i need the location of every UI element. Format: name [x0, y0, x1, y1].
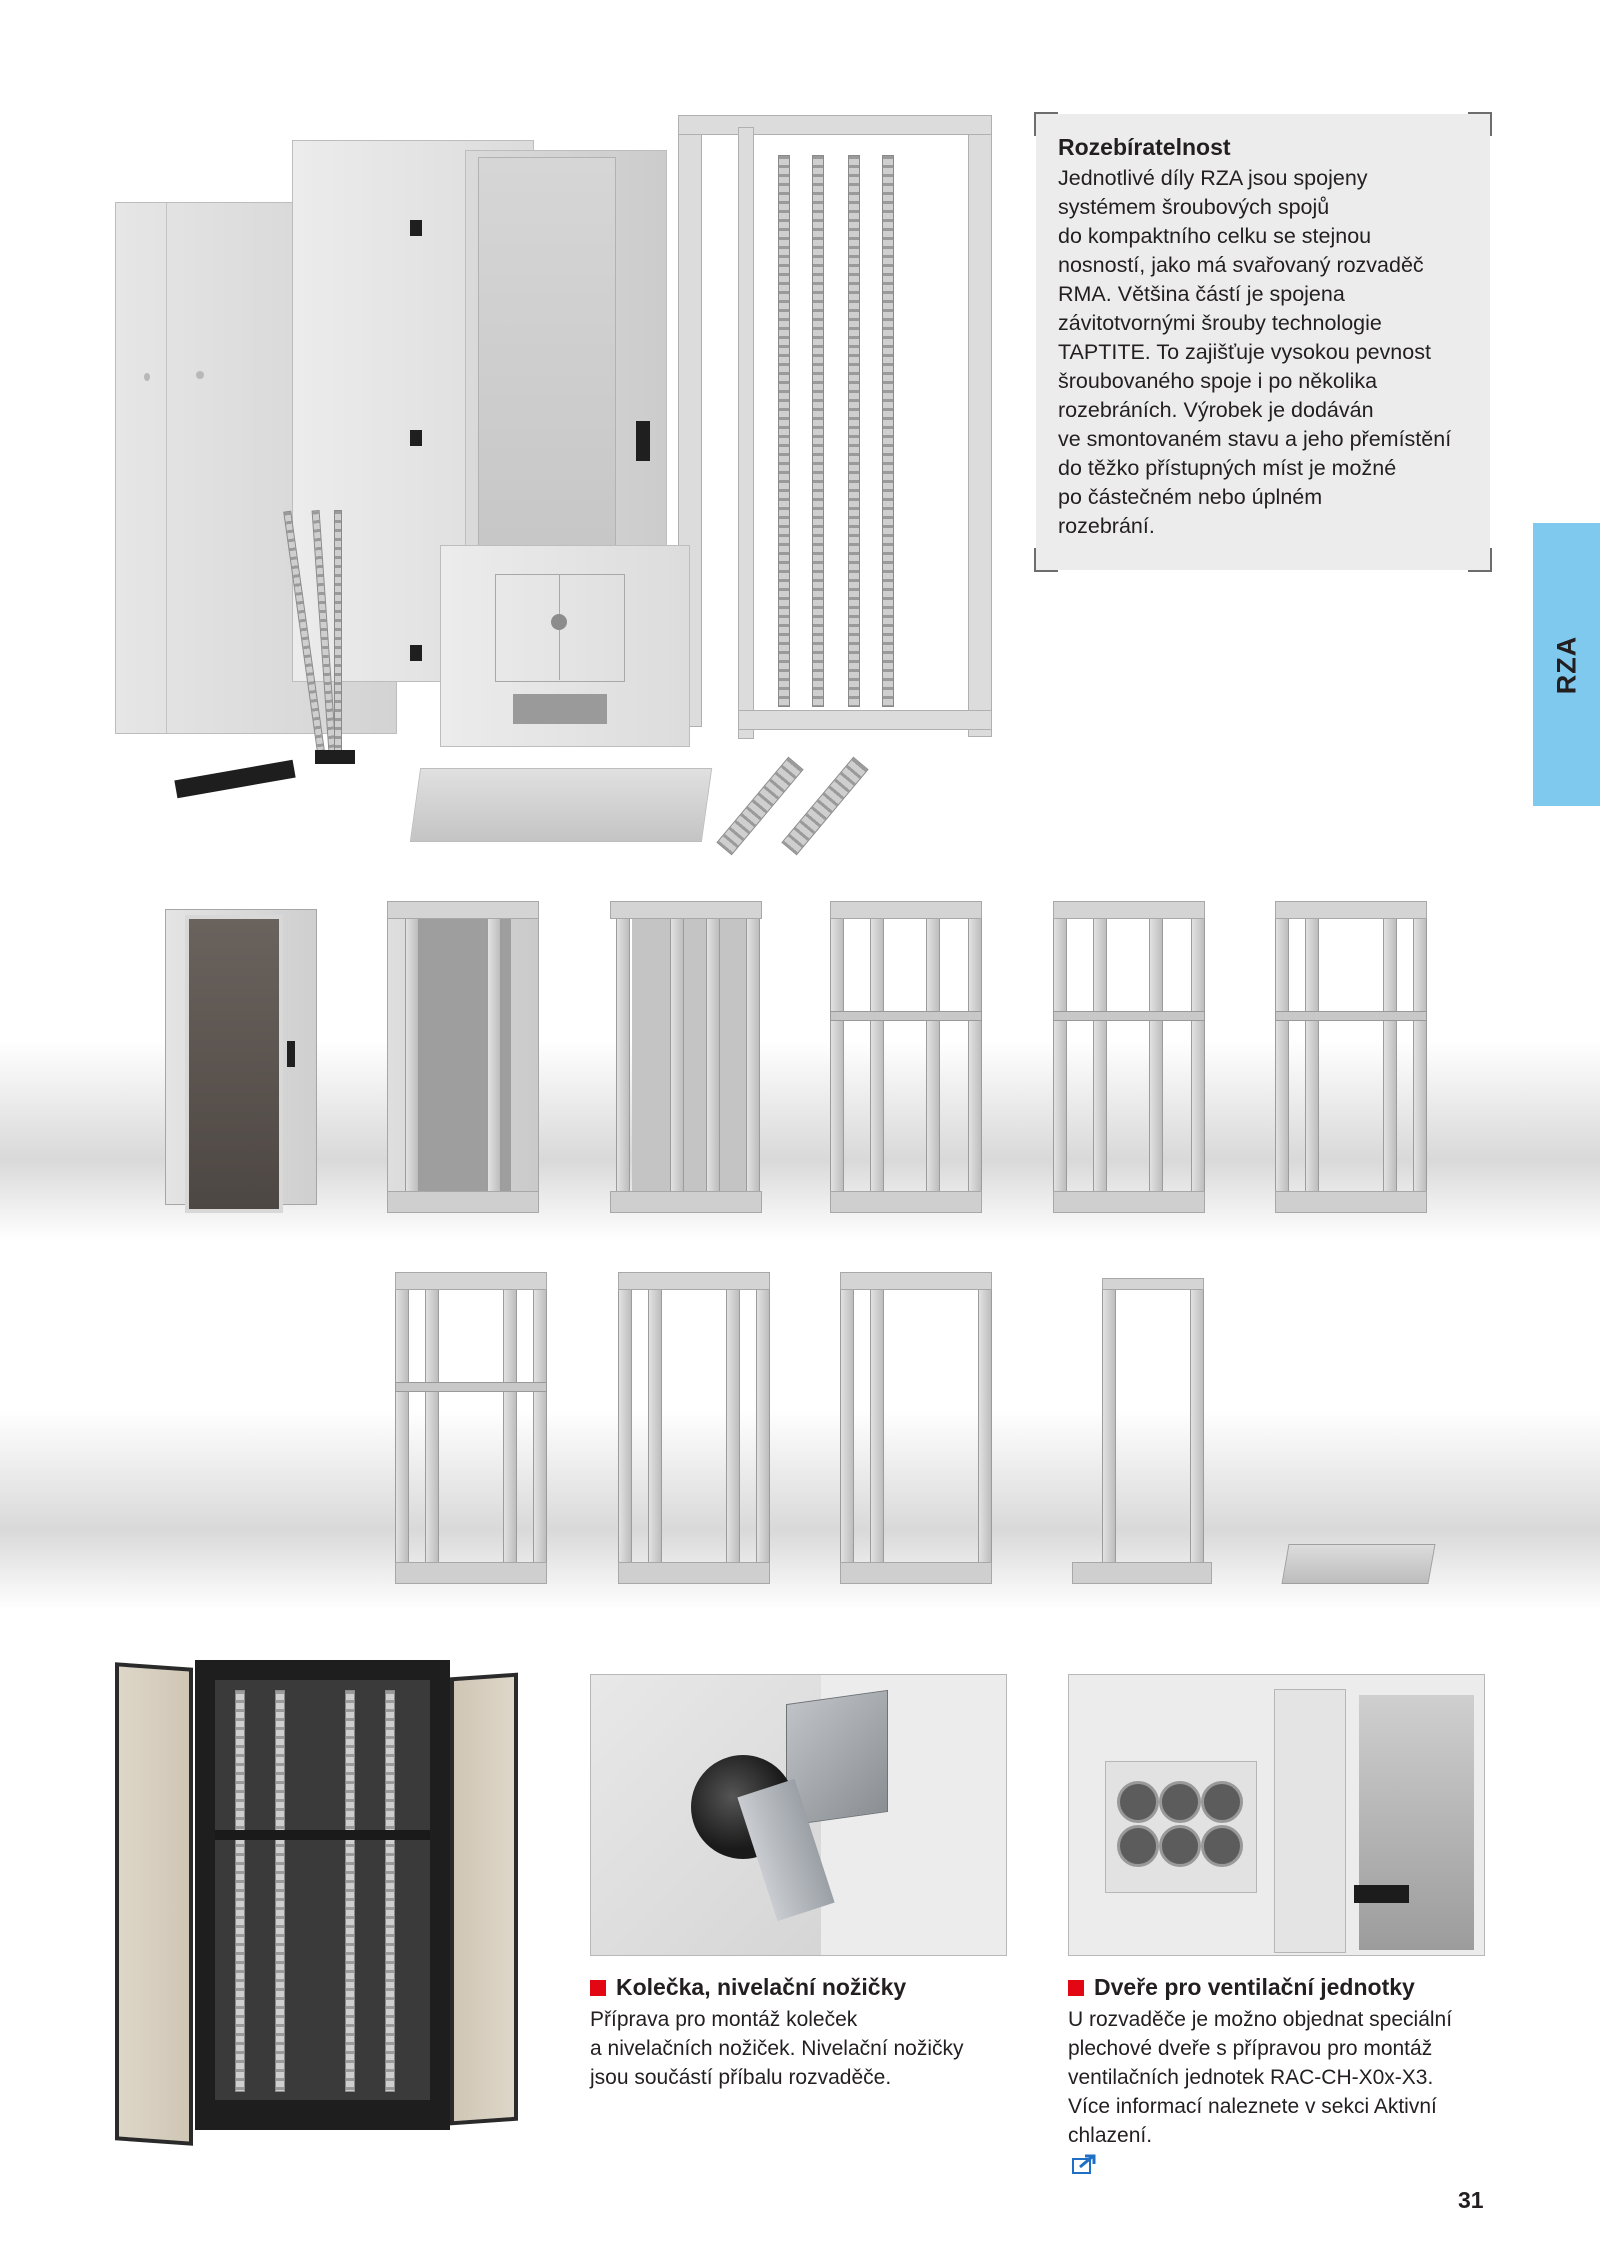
page-number: 31: [1458, 2187, 1484, 2213]
front-frame: [678, 115, 990, 745]
info-box-body: [1058, 164, 1482, 541]
info-box-title: Rozebíratelnost: [1058, 134, 1231, 160]
vent-door-description: [1068, 2005, 1452, 2179]
info-line: ve smontovaném stavu a jeho přemístění: [1058, 427, 1452, 451]
corner-mark: [1468, 112, 1492, 136]
cabinet-frame: [395, 1272, 547, 1584]
bottom-tray: [410, 768, 712, 842]
bullet-square-icon: [590, 1980, 606, 1996]
vent-door-line: U rozvaděče je možno objednat speciální: [1068, 2008, 1453, 2031]
corner-mark: [1034, 548, 1058, 572]
hinge: [410, 220, 422, 236]
cabinet-complete: [165, 901, 317, 1213]
mounting-rail: [882, 155, 894, 707]
cabinet-with-back-panel: [610, 901, 762, 1213]
vent-door-line-last: chlazení.: [1068, 2121, 1452, 2179]
vent-door-line: ventilačních jednotek RAC-CH-X0x-X3.: [1068, 2066, 1434, 2089]
info-line: rozebrání.: [1058, 514, 1155, 538]
cable-brush-strip: [315, 750, 355, 764]
info-line: nosností, jako má svařovaný rozvaděč: [1058, 253, 1424, 277]
cabinet-frame-with-rails: [830, 901, 982, 1213]
corner-mark: [1468, 548, 1492, 572]
section-tab-label: RZA: [1551, 635, 1581, 694]
casters-title: Kolečka, nivelační nožičky: [590, 1974, 906, 2001]
casters-line: Příprava pro montáž koleček: [590, 2008, 858, 2031]
cabinet-single-frame: [1072, 1278, 1212, 1584]
info-line: rozebráních. Výrobek je dodáván: [1058, 398, 1374, 422]
support-bar: [334, 510, 342, 752]
info-line: RMA. Většina částí je spojena: [1058, 282, 1345, 306]
cabinet-base-tray: [1285, 1544, 1430, 1584]
info-line: šroubovaného spoje i po několika: [1058, 369, 1378, 393]
black-cabinet-photo: [115, 1655, 520, 2140]
cabinet-frame: [618, 1272, 770, 1584]
roof-panel: [440, 545, 690, 747]
exploded-cabinet-illustration: [110, 110, 1040, 840]
info-line: po částečném nebo úplném: [1058, 485, 1323, 509]
cabinet-frame-with-rails: [1053, 901, 1205, 1213]
info-line: Jednotlivé díly RZA jsou spojeny: [1058, 166, 1368, 190]
vent-door-line: Více informací naleznete v sekci Aktivní: [1068, 2095, 1437, 2118]
cabinet-stage-row-1: [0, 895, 1600, 1215]
hinge: [410, 430, 422, 446]
vent-door-line: plechové dveře s přípravou pro montáž: [1068, 2037, 1433, 2060]
info-line: systémem šroubových spojů: [1058, 195, 1330, 219]
casters-line: a nivelačních nožiček. Nivelační nožičky: [590, 2037, 964, 2060]
mounting-rail: [812, 155, 824, 707]
info-line: do těžko přístupných míst je možné: [1058, 456, 1397, 480]
casters-description: [590, 2005, 964, 2092]
external-link-icon[interactable]: [1072, 2154, 1096, 2174]
info-line: do kompaktního celku se stejnou: [1058, 224, 1372, 248]
cabinet-stage-row-2: [0, 1268, 1600, 1588]
bullet-square-icon: [1068, 1980, 1084, 1996]
mounting-rail: [778, 155, 790, 707]
cabinet-frame: [1275, 901, 1427, 1213]
disassembly-info-box: [1036, 114, 1490, 570]
ventilation-door-photo: [1068, 1674, 1485, 1956]
cable-brush-strip: [174, 760, 295, 799]
corner-mark: [1034, 112, 1058, 136]
hinge: [410, 645, 422, 661]
casters-line: jsou součástí příbalu rozvaděče.: [590, 2066, 892, 2089]
info-line: závitotvornými šrouby technologie: [1058, 311, 1382, 335]
cabinet-without-door: [387, 901, 539, 1213]
section-tab-rza[interactable]: [1533, 523, 1600, 806]
mounting-rail: [848, 155, 860, 707]
cabinet-frame-partial: [840, 1272, 992, 1584]
info-line: TAPTITE. To zajišťuje vysokou pevnost: [1058, 340, 1431, 364]
vent-door-title: Dveře pro ventilační jednotky: [1068, 1974, 1415, 2001]
caster-photo: [590, 1674, 1007, 1956]
